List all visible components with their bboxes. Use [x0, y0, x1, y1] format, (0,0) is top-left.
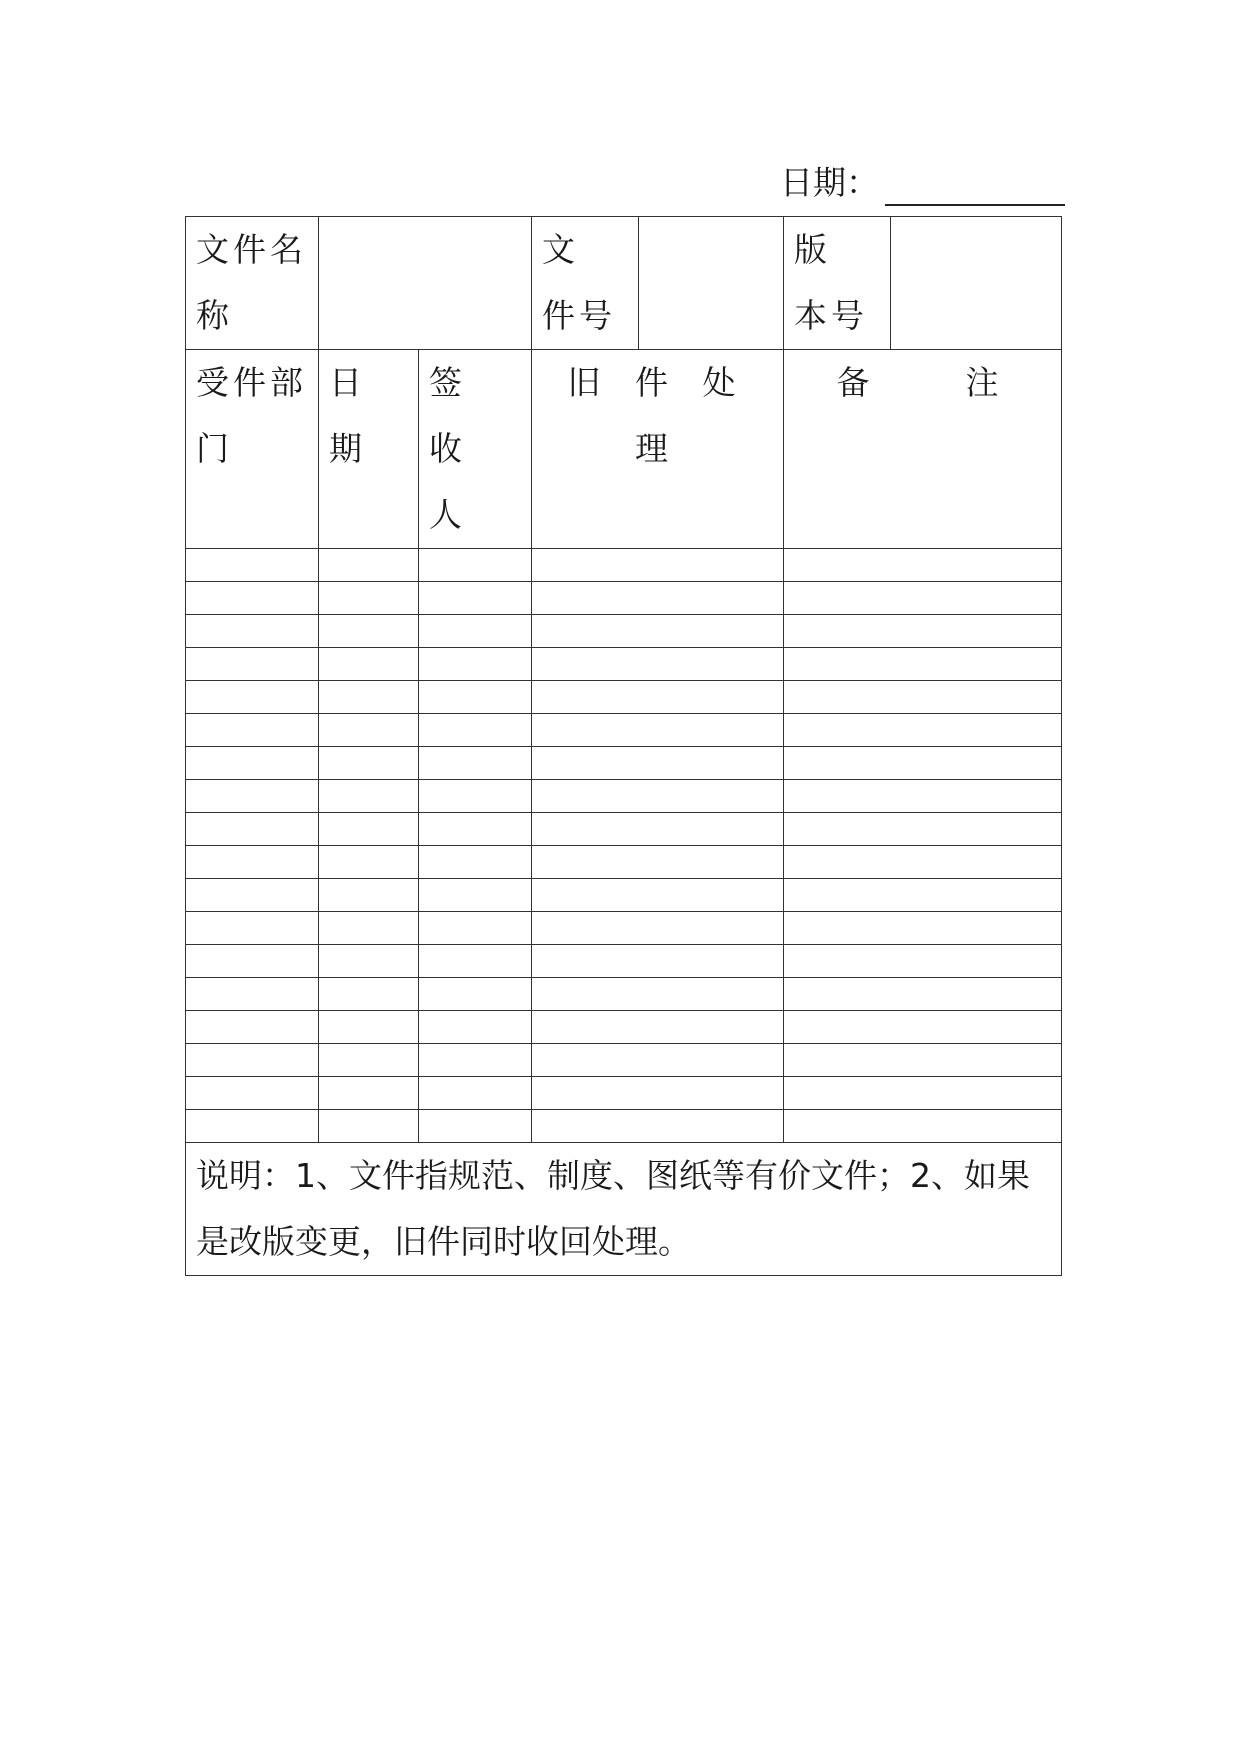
- cell-dept[interactable]: [186, 615, 319, 648]
- cell-signer[interactable]: [419, 846, 532, 879]
- table-row: [186, 879, 1062, 912]
- file-no-label: 文 件号: [542, 230, 616, 335]
- cell-date[interactable]: [319, 813, 419, 846]
- cell-dept[interactable]: [186, 978, 319, 1011]
- cell-dept[interactable]: [186, 1077, 319, 1110]
- version-label: 版 本号: [794, 230, 868, 335]
- cell-date[interactable]: [319, 1044, 419, 1077]
- table-row: [186, 1044, 1062, 1077]
- cell-old-doc[interactable]: [532, 648, 784, 681]
- table-row: [186, 780, 1062, 813]
- cell-remark[interactable]: [784, 615, 1062, 648]
- header-row-file-info: [186, 217, 1062, 350]
- cell-signer[interactable]: [419, 780, 532, 813]
- col-old-doc: [532, 350, 784, 549]
- table-row: [186, 1077, 1062, 1110]
- file-name-label: 文件名称: [196, 230, 307, 335]
- table-row: [186, 714, 1062, 747]
- data-rows: [186, 549, 1062, 1143]
- remark-label: 备 注: [836, 363, 1009, 402]
- file-name-value[interactable]: [319, 217, 532, 350]
- version-value[interactable]: [891, 217, 1062, 350]
- cell-date[interactable]: [319, 714, 419, 747]
- cell-old-doc[interactable]: [532, 846, 784, 879]
- note-text: 说明：1、文件指规范、制度、图纸等有价文件；2、如果是改版变更，旧件同时收回处理。: [186, 1143, 1062, 1276]
- cell-remark[interactable]: [784, 549, 1062, 582]
- cell-dept[interactable]: [186, 780, 319, 813]
- cell-remark[interactable]: [784, 1044, 1062, 1077]
- cell-signer[interactable]: [419, 1044, 532, 1077]
- cell-remark[interactable]: [784, 582, 1062, 615]
- cell-remark[interactable]: [784, 879, 1062, 912]
- date-blank[interactable]: [885, 168, 1065, 206]
- dept-label: 受件部门: [196, 363, 307, 468]
- cell-signer[interactable]: [419, 1110, 532, 1143]
- document-receipt-table: [185, 216, 1062, 1276]
- cell-dept[interactable]: [186, 813, 319, 846]
- cell-date[interactable]: [319, 1077, 419, 1110]
- cell-signer[interactable]: [419, 747, 532, 780]
- cell-dept[interactable]: [186, 879, 319, 912]
- note-row: [186, 1143, 1062, 1276]
- cell-date[interactable]: [319, 1110, 419, 1143]
- table-row: [186, 1110, 1062, 1143]
- cell-remark[interactable]: [784, 1110, 1062, 1143]
- signer-label: 签 收人: [429, 363, 484, 534]
- cell-dept[interactable]: [186, 1044, 319, 1077]
- cell-date[interactable]: [319, 582, 419, 615]
- cell-old-doc[interactable]: [532, 813, 784, 846]
- cell-date[interactable]: [319, 648, 419, 681]
- date-label: 日期：: [780, 163, 879, 202]
- col-dept: [186, 350, 319, 549]
- date-field: [780, 160, 1060, 206]
- cell-remark[interactable]: [784, 813, 1062, 846]
- cell-remark[interactable]: [784, 945, 1062, 978]
- cell-dept[interactable]: [186, 714, 319, 747]
- cell-old-doc[interactable]: [532, 714, 784, 747]
- cell-old-doc[interactable]: [532, 747, 784, 780]
- cell-signer[interactable]: [419, 615, 532, 648]
- cell-signer[interactable]: [419, 879, 532, 912]
- table-row: [186, 1011, 1062, 1044]
- cell-signer[interactable]: [419, 681, 532, 714]
- cell-date[interactable]: [319, 549, 419, 582]
- cell-old-doc[interactable]: [532, 879, 784, 912]
- table-row: [186, 978, 1062, 1011]
- table-row: [186, 582, 1062, 615]
- cell-old-doc[interactable]: [532, 681, 784, 714]
- cell-remark[interactable]: [784, 714, 1062, 747]
- cell-date[interactable]: [319, 681, 419, 714]
- cell-remark[interactable]: [784, 648, 1062, 681]
- cell-remark[interactable]: [784, 747, 1062, 780]
- cell-remark[interactable]: [784, 978, 1062, 1011]
- cell-date[interactable]: [319, 615, 419, 648]
- cell-remark[interactable]: [784, 1077, 1062, 1110]
- cell-dept[interactable]: [186, 582, 319, 615]
- cell-signer[interactable]: [419, 648, 532, 681]
- file-name-label-cell: [186, 217, 319, 350]
- version-label-cell: [784, 217, 891, 350]
- cell-remark[interactable]: [784, 681, 1062, 714]
- table-row: [186, 945, 1062, 978]
- cell-dept[interactable]: [186, 1011, 319, 1044]
- table-row: [186, 681, 1062, 714]
- cell-signer[interactable]: [419, 978, 532, 1011]
- cell-old-doc[interactable]: [532, 780, 784, 813]
- file-no-value[interactable]: [639, 217, 784, 350]
- cell-date[interactable]: [319, 780, 419, 813]
- col-date: [319, 350, 419, 549]
- cell-remark[interactable]: [784, 846, 1062, 879]
- table-row: [186, 549, 1062, 582]
- cell-old-doc[interactable]: [532, 582, 784, 615]
- cell-date[interactable]: [319, 945, 419, 978]
- cell-signer[interactable]: [419, 945, 532, 978]
- cell-remark[interactable]: [784, 1011, 1062, 1044]
- cell-date[interactable]: [319, 912, 419, 945]
- table-row: [186, 648, 1062, 681]
- cell-old-doc[interactable]: [532, 978, 784, 1011]
- cell-dept[interactable]: [186, 945, 319, 978]
- cell-dept[interactable]: [186, 912, 319, 945]
- cell-date[interactable]: [319, 846, 419, 879]
- cell-signer[interactable]: [419, 714, 532, 747]
- cell-signer[interactable]: [419, 912, 532, 945]
- cell-signer[interactable]: [419, 582, 532, 615]
- cell-dept[interactable]: [186, 747, 319, 780]
- file-no-label-cell: [532, 217, 639, 350]
- cell-dept[interactable]: [186, 549, 319, 582]
- cell-old-doc[interactable]: [532, 615, 784, 648]
- table-row: [186, 615, 1062, 648]
- cell-date[interactable]: [319, 879, 419, 912]
- cell-signer[interactable]: [419, 813, 532, 846]
- cell-remark[interactable]: [784, 780, 1062, 813]
- cell-old-doc[interactable]: [532, 1077, 784, 1110]
- cell-signer[interactable]: [419, 1011, 532, 1044]
- table-row: [186, 813, 1062, 846]
- table-row: [186, 846, 1062, 879]
- cell-dept[interactable]: [186, 846, 319, 879]
- old-doc-label: 旧 件 处 理: [567, 363, 748, 468]
- cell-old-doc[interactable]: [532, 1011, 784, 1044]
- cell-old-doc[interactable]: [532, 1110, 784, 1143]
- cell-date[interactable]: [319, 978, 419, 1011]
- col-remark: [784, 350, 1062, 549]
- table-row: [186, 912, 1062, 945]
- header-row-columns: [186, 350, 1062, 549]
- cell-remark[interactable]: [784, 912, 1062, 945]
- cell-signer[interactable]: [419, 1077, 532, 1110]
- cell-date[interactable]: [319, 747, 419, 780]
- table-row: [186, 747, 1062, 780]
- cell-dept[interactable]: [186, 648, 319, 681]
- cell-old-doc[interactable]: [532, 1044, 784, 1077]
- cell-dept[interactable]: [186, 1110, 319, 1143]
- cell-date[interactable]: [319, 1011, 419, 1044]
- cell-old-doc[interactable]: [532, 945, 784, 978]
- date-col-label: 日 期: [329, 363, 376, 468]
- cell-dept[interactable]: [186, 681, 319, 714]
- cell-old-doc[interactable]: [532, 912, 784, 945]
- cell-signer[interactable]: [419, 549, 532, 582]
- cell-old-doc[interactable]: [532, 549, 784, 582]
- col-signer: [419, 350, 532, 549]
